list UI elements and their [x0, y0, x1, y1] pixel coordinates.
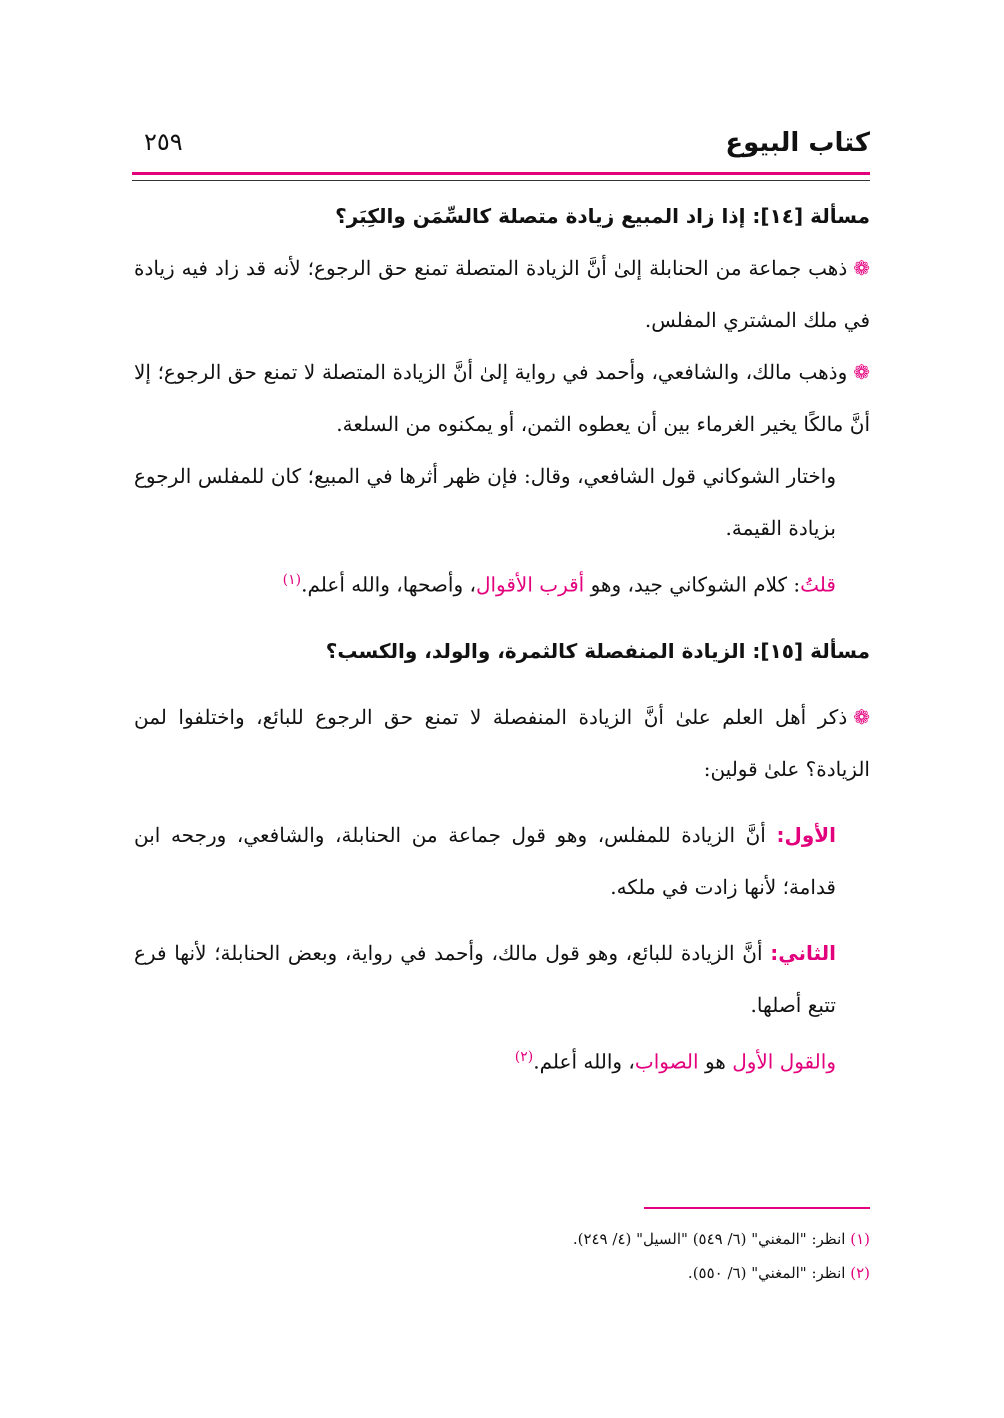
paragraph-text: ذكر أهل العلم علىٰ أنَّ الزيادة المنفصلة لا تمنع حق الرجوع للبائع، واختلفوا لمن الزيادة؟ علىٰ قولين:	[134, 704, 870, 781]
book-title: كتاب البيوع	[725, 128, 870, 158]
highlight-text: الصواب	[634, 1049, 699, 1074]
footnote-text: انظر: "المغني" (٦/ ٥٤٩) "السيل" (٤/ ٢٤٩).	[572, 1230, 851, 1248]
paragraph-text: هو	[698, 1049, 733, 1074]
comment-text: ، وأصحها، والله أعلم.	[301, 572, 476, 597]
footnote-ref-1[interactable]: (١)	[282, 572, 302, 588]
paragraph	[134, 242, 870, 346]
conclusion	[134, 1031, 870, 1088]
first-opinion	[134, 809, 870, 913]
question-15-title: مسألة [١٥]: الزيادة المنفصلة كالثمرة، والولد، والكسب؟	[325, 638, 870, 663]
qult-label: قلتُ	[800, 572, 836, 597]
paragraph-text: ذهب جماعة من الحنابلة إلىٰ أنَّ الزيادة المتصلة تمنع حق الرجوع؛ لأنه قد زاد فيه زيادة في ملك المشتري المفلس.	[134, 256, 870, 332]
spacer	[134, 611, 870, 625]
header-rule-pink	[132, 172, 870, 175]
flower-icon: ❁	[853, 704, 870, 729]
footnote-2	[134, 1256, 870, 1290]
second-label: الثاني:	[770, 940, 836, 965]
highlight-text: والقول الأول	[732, 1049, 836, 1074]
page-number: ٢٥٩	[144, 128, 183, 156]
paragraph	[134, 450, 870, 554]
page-header	[132, 128, 870, 168]
footnote-number: (١)	[850, 1230, 870, 1248]
footnote-1	[134, 1222, 870, 1256]
paragraph-text: أنَّ الزيادة للمفلس، وهو قول جماعة من الحنابلة، والشافعي، ورجحه ابن قدامة؛ لأنها زادت في ملكه.	[134, 822, 836, 899]
flower-icon: ❁	[853, 360, 870, 384]
paragraph-text: واختار الشوكاني قول الشافعي، وقال: فإن ظهر أثرها في المبيع؛ كان للمفلس الرجوع بزيادة القيمة.	[134, 464, 836, 540]
comment-text: : كلام الشوكاني جيد، وهو	[584, 572, 801, 597]
paragraph	[134, 691, 870, 795]
header-rule-dark	[132, 180, 870, 181]
paragraph	[134, 346, 870, 450]
author-comment	[134, 554, 870, 611]
second-opinion	[134, 927, 870, 1031]
paragraph-text: ، والله أعلم.	[533, 1049, 635, 1074]
footnote-number: (٢)	[850, 1264, 870, 1282]
page-body	[134, 190, 870, 1087]
footnote-ref-2[interactable]: (٢)	[514, 1048, 534, 1065]
spacer	[134, 795, 870, 809]
footnote-rule	[644, 1207, 870, 1209]
spacer	[134, 913, 870, 927]
highlight-text: أقرب الأقوال	[475, 572, 585, 597]
paragraph-text: وذهب مالك، والشافعي، وأحمد في رواية إلىٰ أنَّ الزيادة المتصلة لا تمنع حق الرجوع؛ إلا أنَّ مالكًا يخير الغرماء بين أن يعطوه الثمن، أو يمكنوه من السلعة.	[134, 360, 870, 436]
spacer	[134, 677, 870, 691]
flower-icon: ❁	[853, 256, 870, 280]
first-label: الأول:	[776, 822, 836, 847]
question-14-title: مسألة [١٤]: إذا زاد المبيع زيادة متصلة كالسِّمَن والكِبَر؟	[335, 204, 870, 228]
footnote-text: انظر: "المغني" (٦/ ٥٥٠).	[687, 1264, 851, 1282]
paragraph-text: أنَّ الزيادة للبائع، وهو قول مالك، وأحمد في رواية، وبعض الحنابلة؛ لأنها فرع تتبع أصلها.	[134, 940, 836, 1017]
footnotes	[134, 1222, 870, 1290]
